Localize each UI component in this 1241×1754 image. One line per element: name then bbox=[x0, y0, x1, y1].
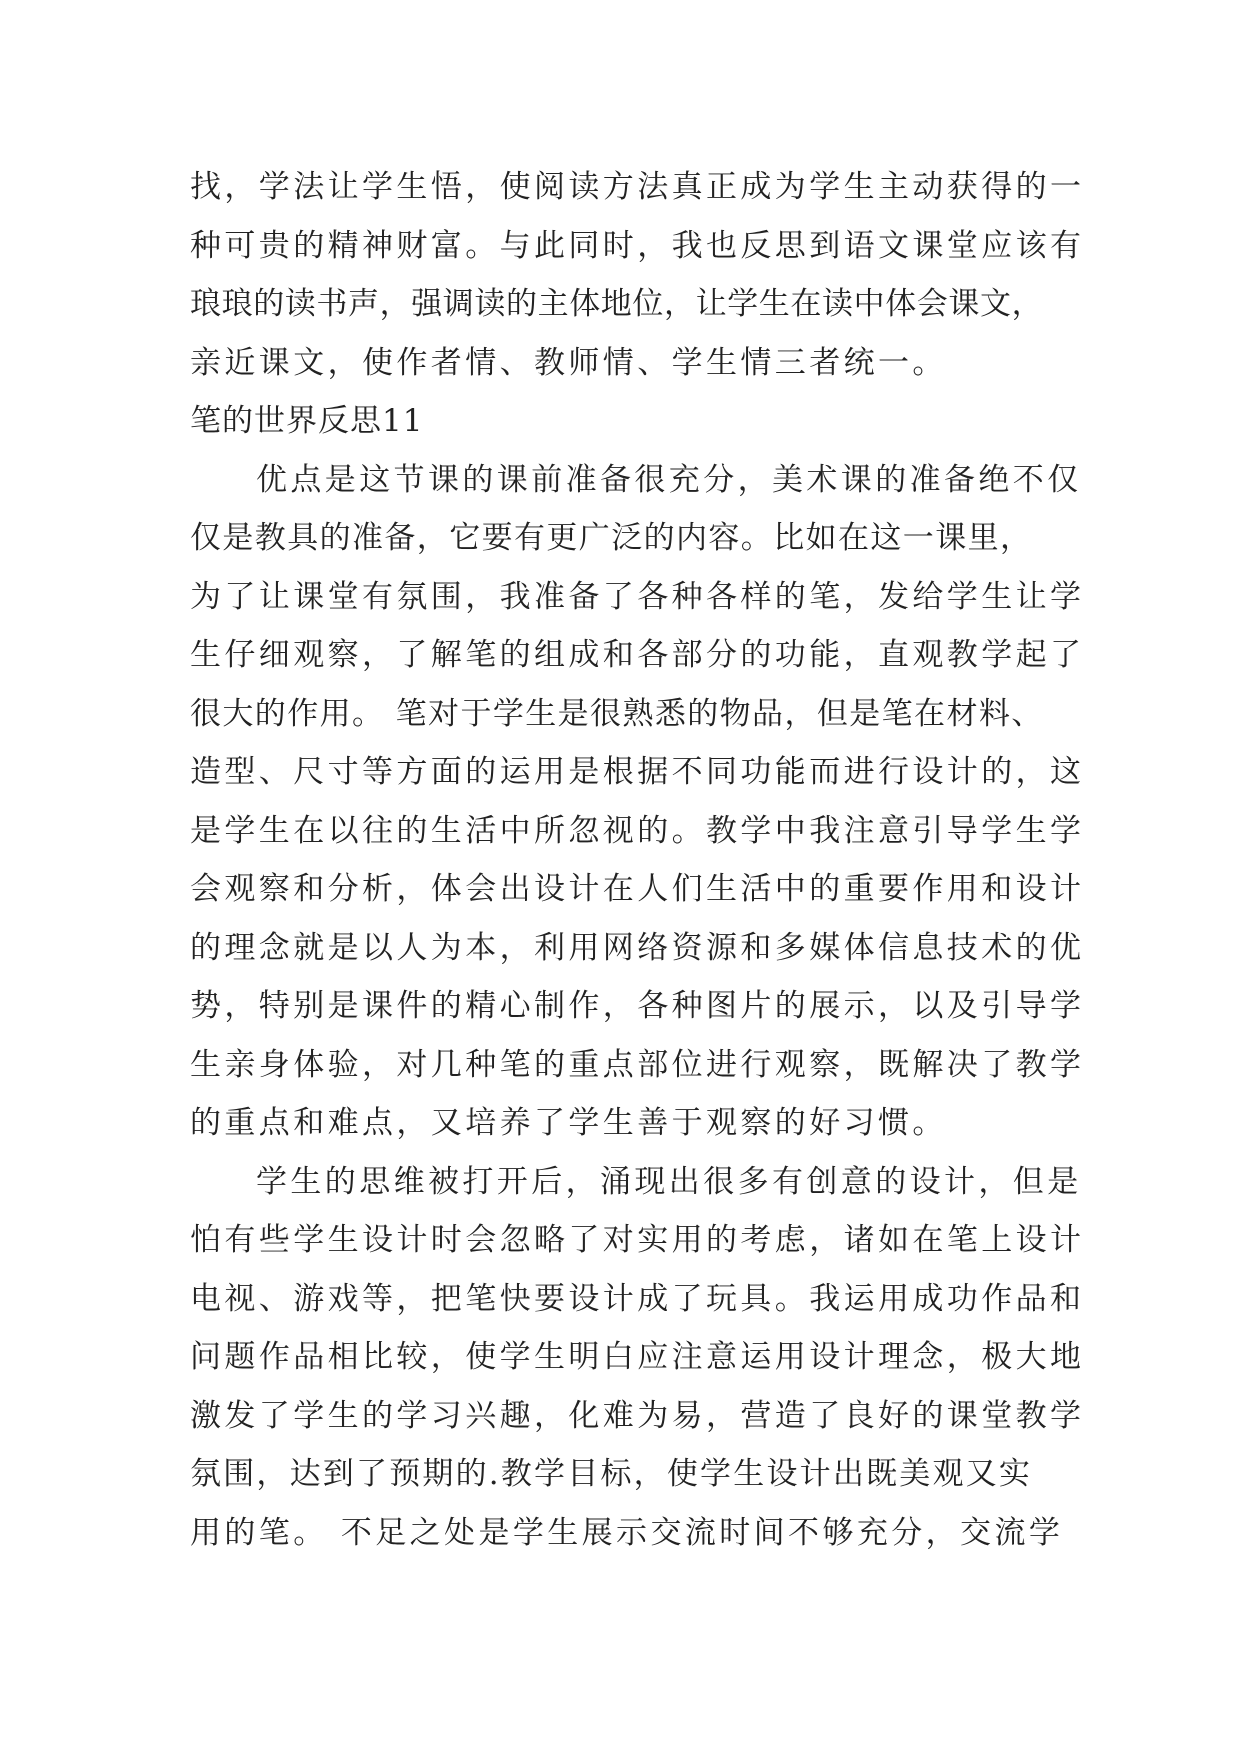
paragraph-line: 激发了学生的学习兴趣，化难为易，营造了良好的课堂教学 bbox=[190, 1397, 1085, 1434]
paragraph-line: 电视、游戏等，把笔快要设计成了玩具。我运用成功作品和 bbox=[190, 1280, 1085, 1317]
paragraph-line: 生亲身体验，对几种笔的重点部位进行观察，既解决了教学 bbox=[190, 1046, 1085, 1083]
paragraph-line: 氛围，达到了预期的.教学目标，使学生设计出既美观又实 bbox=[190, 1456, 1033, 1492]
text-line: 找，学法让学生悟，使阅读方法真正成为学生主动获得的一 bbox=[190, 169, 1085, 205]
text-line: 种可贵的精神财富。与此同时，我也反思到语文课堂应该有 bbox=[190, 227, 1085, 264]
paragraph-line: 会观察和分析，体会出设计在人们生活中的重要作用和设计 bbox=[190, 871, 1085, 907]
text-line: 亲近课文，使作者情、教师情、学生情三者统一。 bbox=[190, 344, 947, 381]
paragraph-line: 很大的作用。 笔对于学生是很熟悉的物品，但是笔在材料、 bbox=[190, 695, 1044, 732]
paragraph-line: 的重点和难点，又培养了学生善于观察的好习惯。 bbox=[190, 1105, 947, 1141]
paragraph-line: 用的笔。 不足之处是学生展示交流时间不够充分，交流学 bbox=[190, 1514, 1064, 1551]
section-heading: 笔的世界反思11 bbox=[190, 403, 424, 439]
paragraph-line: 怕有些学生设计时会忽略了对实用的考虑，诸如在笔上设计 bbox=[190, 1222, 1085, 1258]
paragraph-line: 是学生在以往的生活中所忽视的。教学中我注意引导学生学 bbox=[190, 812, 1085, 849]
paragraph-line: 的理念就是以人为本，利用网络资源和多媒体信息技术的优 bbox=[190, 929, 1085, 966]
paragraph-line: 学生的思维被打开后，涌现出很多有创意的设计，但是 bbox=[256, 1163, 1082, 1200]
text-line: 琅琅的读书声，强调读的主体地位，让学生在读中体会课文， bbox=[190, 286, 1044, 322]
paragraph-line: 问题作品相比较，使学生明白应注意运用设计理念，极大地 bbox=[190, 1339, 1085, 1375]
paragraph-line: 造型、尺寸等方面的运用是根据不同功能而进行设计的，这 bbox=[190, 754, 1085, 790]
paragraph-line: 生仔细观察，了解笔的组成和各部分的功能，直观教学起了 bbox=[190, 637, 1085, 673]
document-body bbox=[190, 158, 1085, 1562]
paragraph-line: 势，特别是课件的精心制作，各种图片的展示，以及引导学 bbox=[190, 988, 1085, 1024]
paragraph-line: 为了让课堂有氛围，我准备了各种各样的笔，发给学生让学 bbox=[190, 578, 1085, 615]
paragraph-line: 仅是教具的准备，它要有更广泛的内容。比如在这一课里， bbox=[190, 520, 1033, 556]
paragraph-line: 优点是这节课的课前准备很充分，美术课的准备绝不仅 bbox=[256, 461, 1082, 498]
